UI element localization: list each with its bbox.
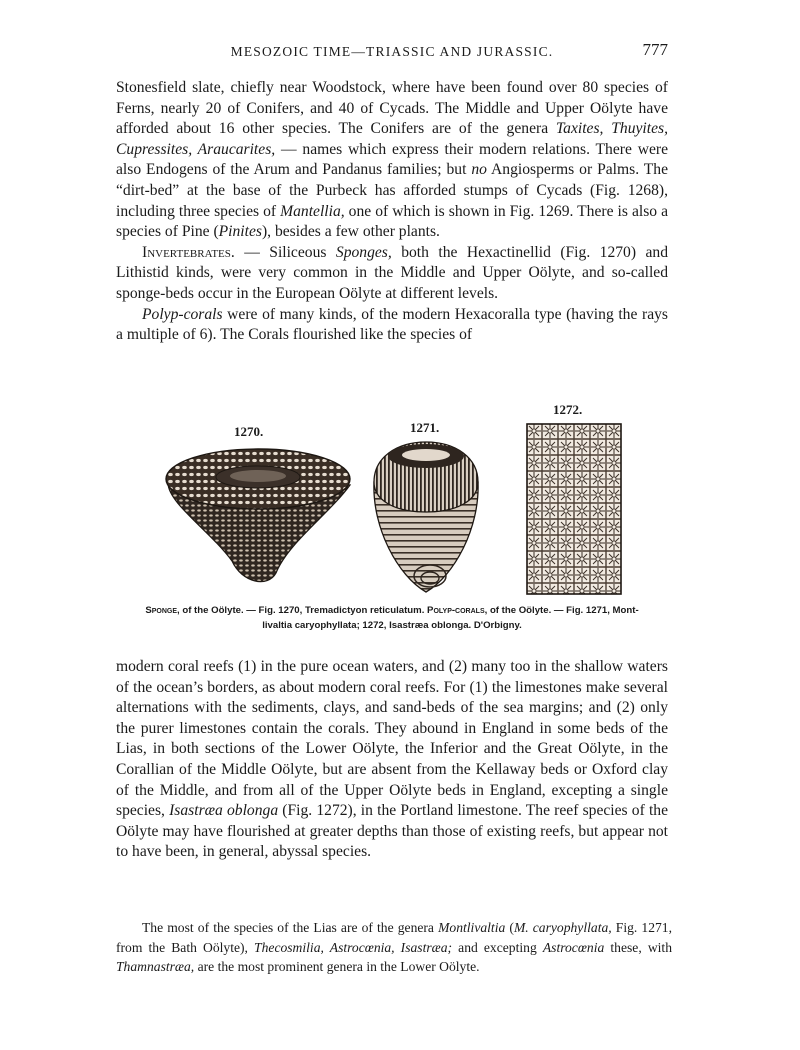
paragraph-lias-genera: The most of the species of the Lias are of the genera Montlivaltia (M. caryophyllata, Fig. 1271, from the Bath Oölyte), Thecosmilia, Astrocœnia, Isastræa; and excepting Astrocœnia these, with Thamnastræa, are the most prominent genera in the Lower Oölyte. [116, 920, 673, 974]
running-title: MESOZOIC TIME—TRIASSIC AND JURASSIC. [230, 44, 554, 59]
paragraph-invertebrates: Invertebrates. — Siliceous Sponges, both the Hexactinellid (Fig. 1270) and Lithistid kinds, were very common in the Middle and Upper Oölyte, and so-called sponge-beds occur in the European Oölyte at different levels. [116, 243, 668, 302]
figure-number-1271: 1271. [410, 420, 440, 435]
running-header [116, 40, 668, 64]
page-number: 777 [642, 40, 668, 59]
paragraph-coral-reefs: modern coral reefs (1) in the pure ocean waters, and (2) many too in the shallow waters of the ocean’s borders, as about modern coral reefs. For (1) the limestones make several alternations with the sediments, clays, and sand-beds of the sea margins; and (2) only the purer limestones contain the corals. They abound in England in some beds of the Lias, in both sections of the Lower Oölyte, the Inferior and the Great Oölyte, in the Corallian of the Middle Oölyte, but are absent from the Kellaway beds or Oxford clay of the Middle, and from all of the Upper Oölyte beds in England, excepting a single species, Isastræa oblonga (Fig. 1272), in the Portland limestone. The reef species of the Oölyte may have flourished at greater depths than those of existing reefs, but appear not to have been, in general, abyssal species. [116, 658, 668, 861]
paragraph-polyp-corals: Polyp-corals were of many kinds, of the modern Hexacoralla type (having the rays a multiple of 6). The Corals flourished like the species of [116, 305, 668, 344]
caption-line-2: livaltia caryophyllata; 1272, Isastræa oblonga. D'Orbigny. [262, 620, 522, 631]
figure-number-1272: 1272. [553, 402, 583, 417]
upper-body-text [116, 78, 668, 346]
figure-number-1270: 1270. [234, 424, 264, 439]
coral-montlivaltia-illustration [368, 438, 484, 596]
coral-isastraea-illustration [526, 423, 622, 595]
figure-caption [116, 603, 668, 633]
sponge-illustration [160, 443, 356, 591]
paragraph-flora: Stonesfield slate, chiefly near Woodstock, where have been found over 80 species of Ferns, nearly 20 of Conifers, and 40 of Cycads. The Middle and Upper Oölyte have afforded about 16 other species. The Conifers are of the genera Taxites, Thuyites, Cupressites, Araucarites, — names which express their modern relations. There were also Endogens of the Arum and Pandanus families; but no Angiosperms or Palms. The “dirt-bed” at the base of the Purbeck has afforded stumps of Cycads (Fig. 1268), including three species of Mantellia, one of which is shown in Fig. 1269. There is also a species of Pine (Pinites), besides a few other plants. [116, 79, 668, 241]
lower-body-text [116, 657, 668, 863]
caption-line-1: Sponge, of the Oölyte. — Fig. 1270, Tremadictyon reticulatum. Polyp-corals, of the Oölyte. — Fig. 1271, Mont- [145, 605, 639, 616]
small-print-note [116, 918, 672, 977]
